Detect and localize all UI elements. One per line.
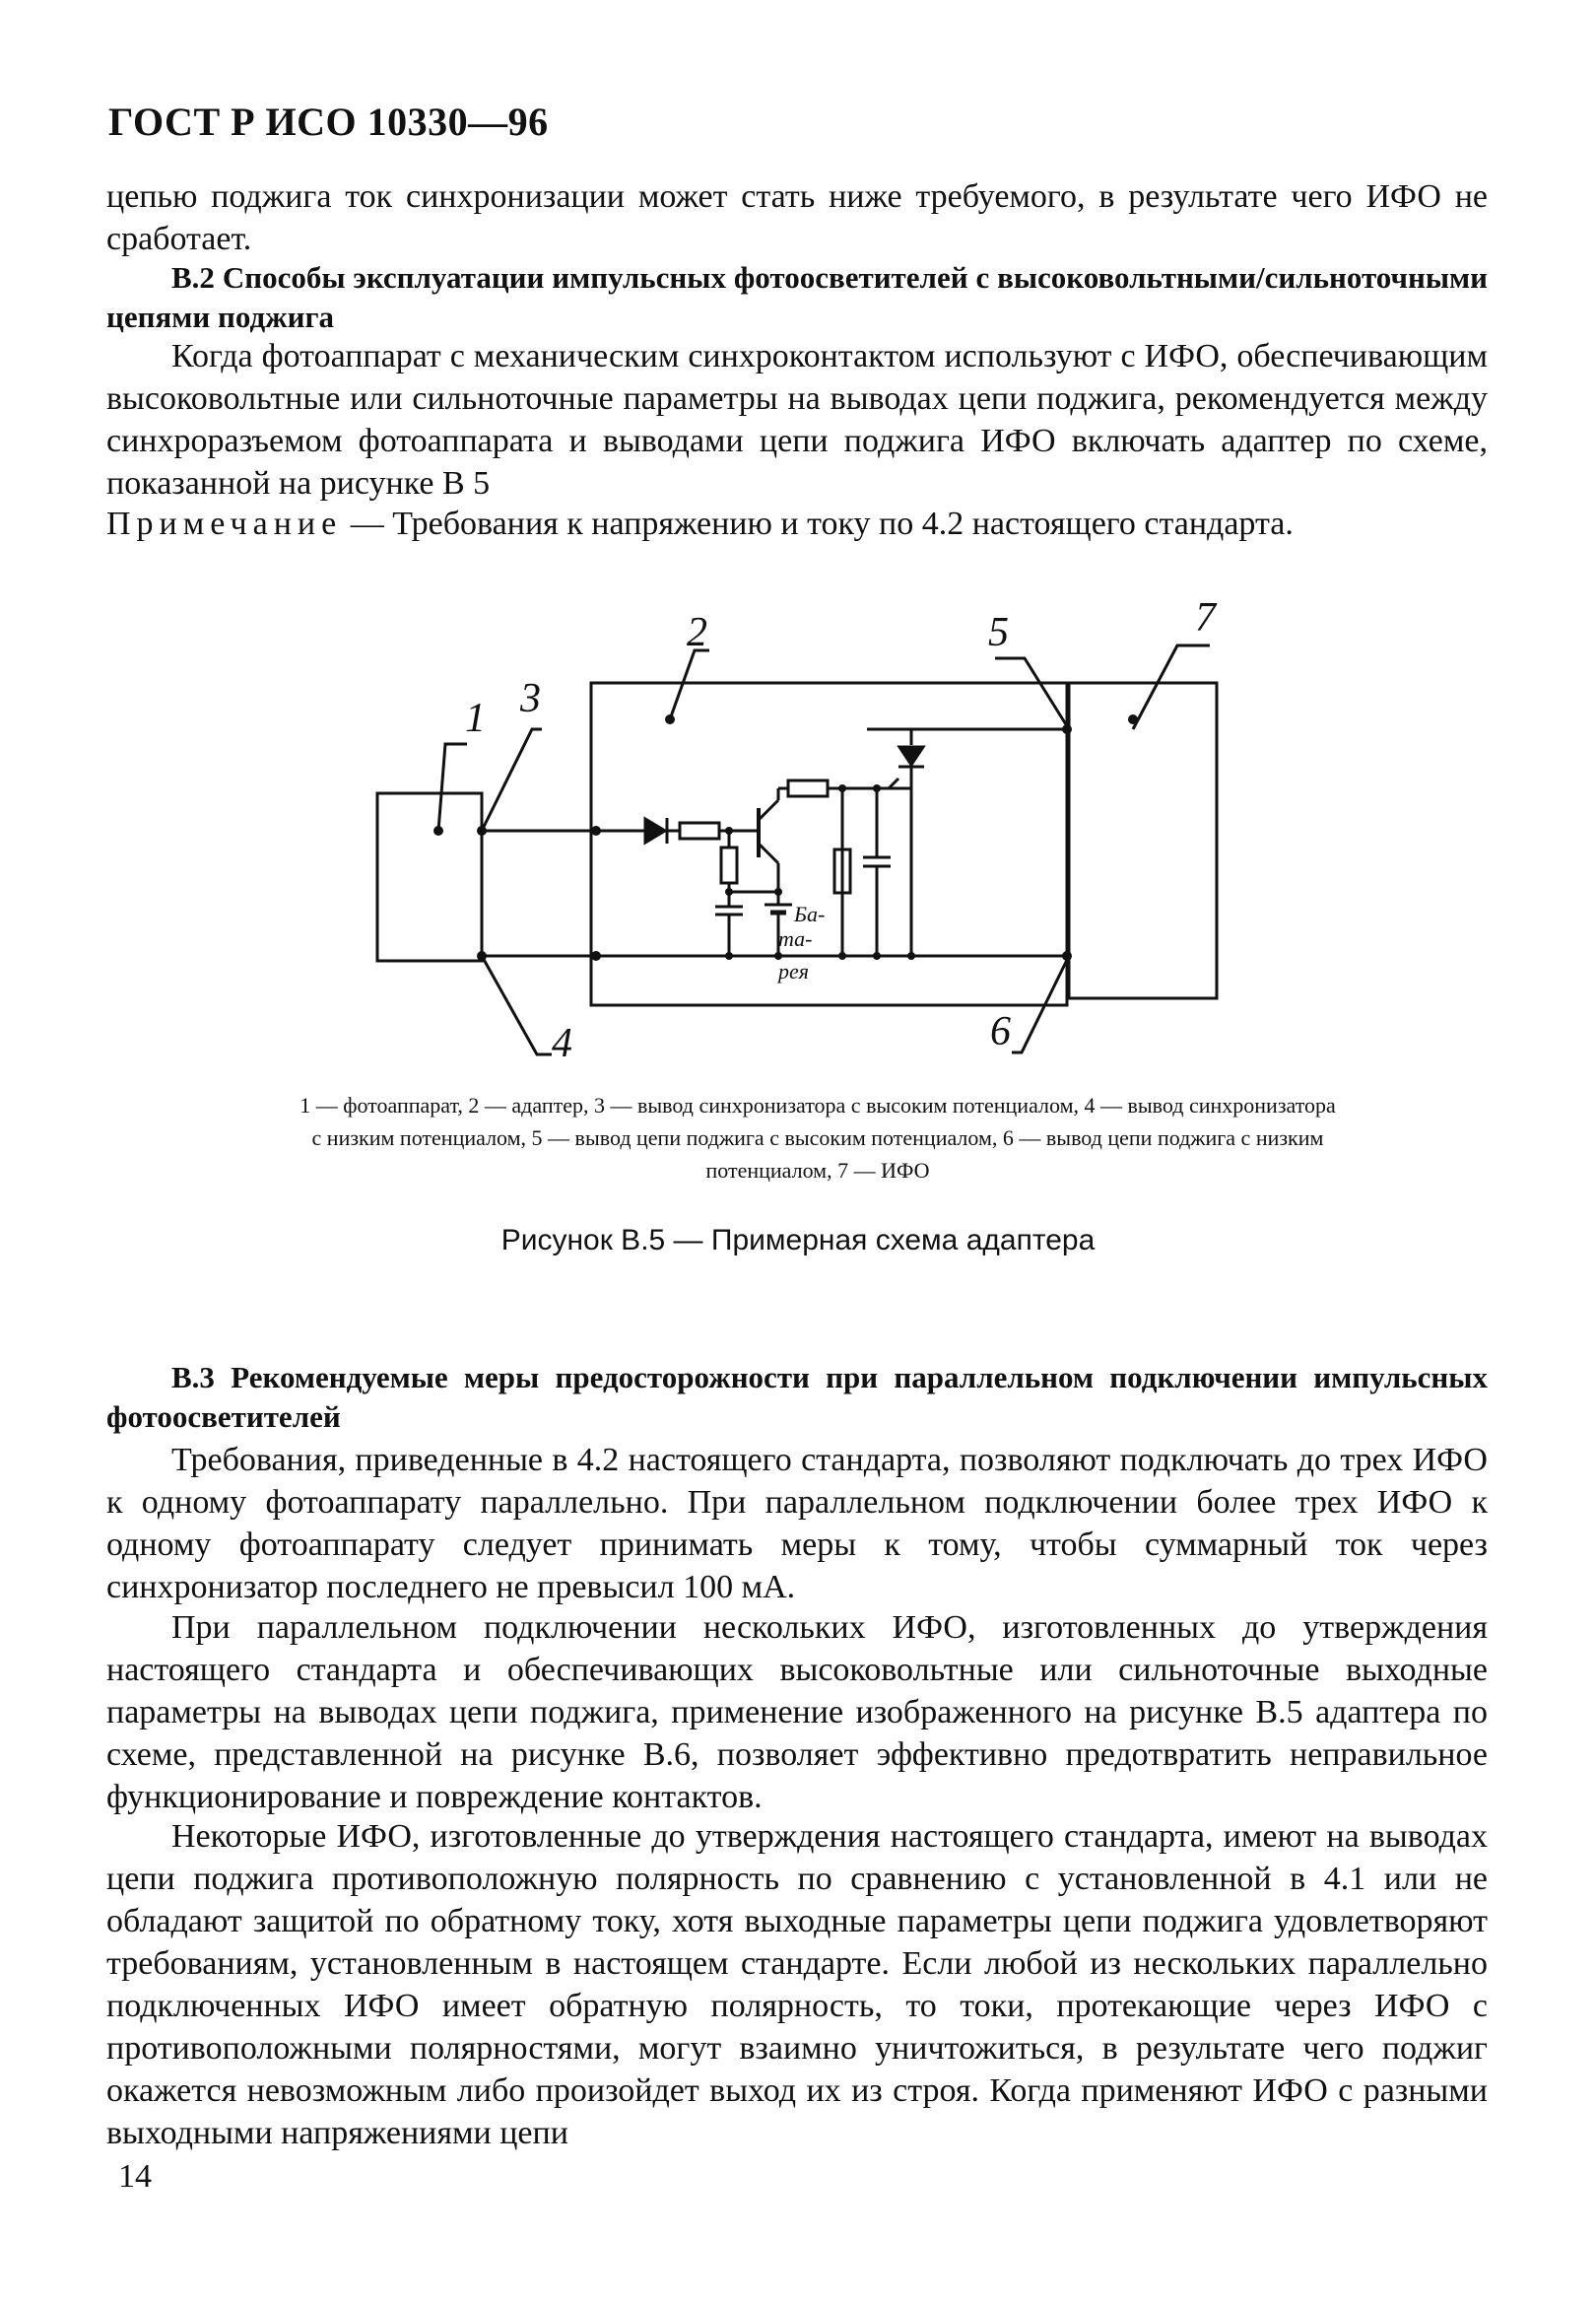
battery-label-1: Ба- [794,902,826,926]
section-b3-heading: В.3 Рекомендуемые меры предосторожности при параллельном подключении импульсных фотоосветителей [106,1360,1488,1434]
section-b3-paragraph-1: Требования, приведенные в 4.2 настоящего стандарта, позволяют подключать до трех ИФО к одному фотоаппарату параллельно. При параллельном подключении более трех ИФО к одному фотоаппарату следует принимать меры к тому, чтобы суммарный ток через синхронизатор последнего не превысил 100 мА. [106,1442,1488,1605]
label-3: 3 [520,676,541,721]
document-header: ГОСТ Р ИСО 10330—96 [108,100,549,144]
section-b3-paragraph-2: При параллельном подключении нескольких ИФО, изготовленных до утверждения настоящего стандарта и обеспечивающих высоковольтные или сильноточные выходные параметры на выводах цепи поджига, применение изображенного на рисунке В.5 адаптера по схеме, представленной на рисунке В.6, позволяет эффективно предотвратить неправильное функционирование и повреждение контактов. [106,1609,1488,1815]
section-b2-heading: В.2 Способы эксплуатации импульсных фотоосветителей с высоковольтными/сильноточными цепями поджига [106,260,1488,334]
label-2: 2 [687,610,707,655]
label-1: 1 [465,696,486,741]
note-label: Примечание [106,506,343,542]
flash-unit-block [1069,683,1217,998]
note-text: — Требования к напряжению и току по 4.2 настоящего стандарта. [342,506,1294,542]
section-b2-text: Когда фотоаппарат с механическим синхроконтактом используют с ИФО, обеспечивающим высоковольтные или сильноточные параметры на выводах цепи поджига, рекомендуется между синхроразъемом фотоаппарата и выводами цепи поджига ИФО включать адаптер по схеме, показанной на рисунке В 5 [106,338,1488,502]
figure-caption: Рисунок В.5 — Примерная схема адаптера [500,1224,1096,1256]
paragraph-continuation: цепью поджига ток синхронизации может стать ниже требуемого, в результате чего ИФО не сработает. [106,178,1488,257]
adapter-schematic [0,601,1596,1064]
page-number: 14 [118,2158,152,2195]
section-b3-paragraph-3: Некоторые ИФО, изготовленные до утверждения настоящего стандарта, имеют на выводах цепи поджига противоположную полярность по сравнению с установленной в 4.1 или не обладают защитой по обратному току, хотя выходные параметры цепи поджига удовлетворяют требованиям, установленным в настоящем стандарте. Если любой из нескольких параллельно подключенных ИФО имеет обратную полярность, то токи, протекающие через ИФО с противоположными полярностями, могут взаимно уничтожиться, в результате чего поджиг окажется невозможным либо произойдет выход их из строя. Когда применяют ИФО с разными выходными напряжениями цепи [106,1818,1488,2151]
label-4: 4 [552,1021,572,1064]
figure-legend: 1 — фотоаппарат, 2 — адаптер, 3 — вывод синхронизатора с высоким потенциалом, 4 — вывод синхронизатора с низким потенциалом, 5 — вывод цепи поджига с высоким потенциалом, 6 — вывод цепи поджига с низким потенциалом, 7 — ИФО [299,1093,1336,1183]
label-7: 7 [1195,601,1216,641]
label-6: 6 [990,1009,1011,1054]
battery-label-3: рея [778,959,809,983]
note [106,503,1488,545]
label-5: 5 [988,610,1009,655]
camera-block [377,793,482,961]
battery-label-2: та- [778,926,813,951]
figure-b5 [0,601,1596,1064]
